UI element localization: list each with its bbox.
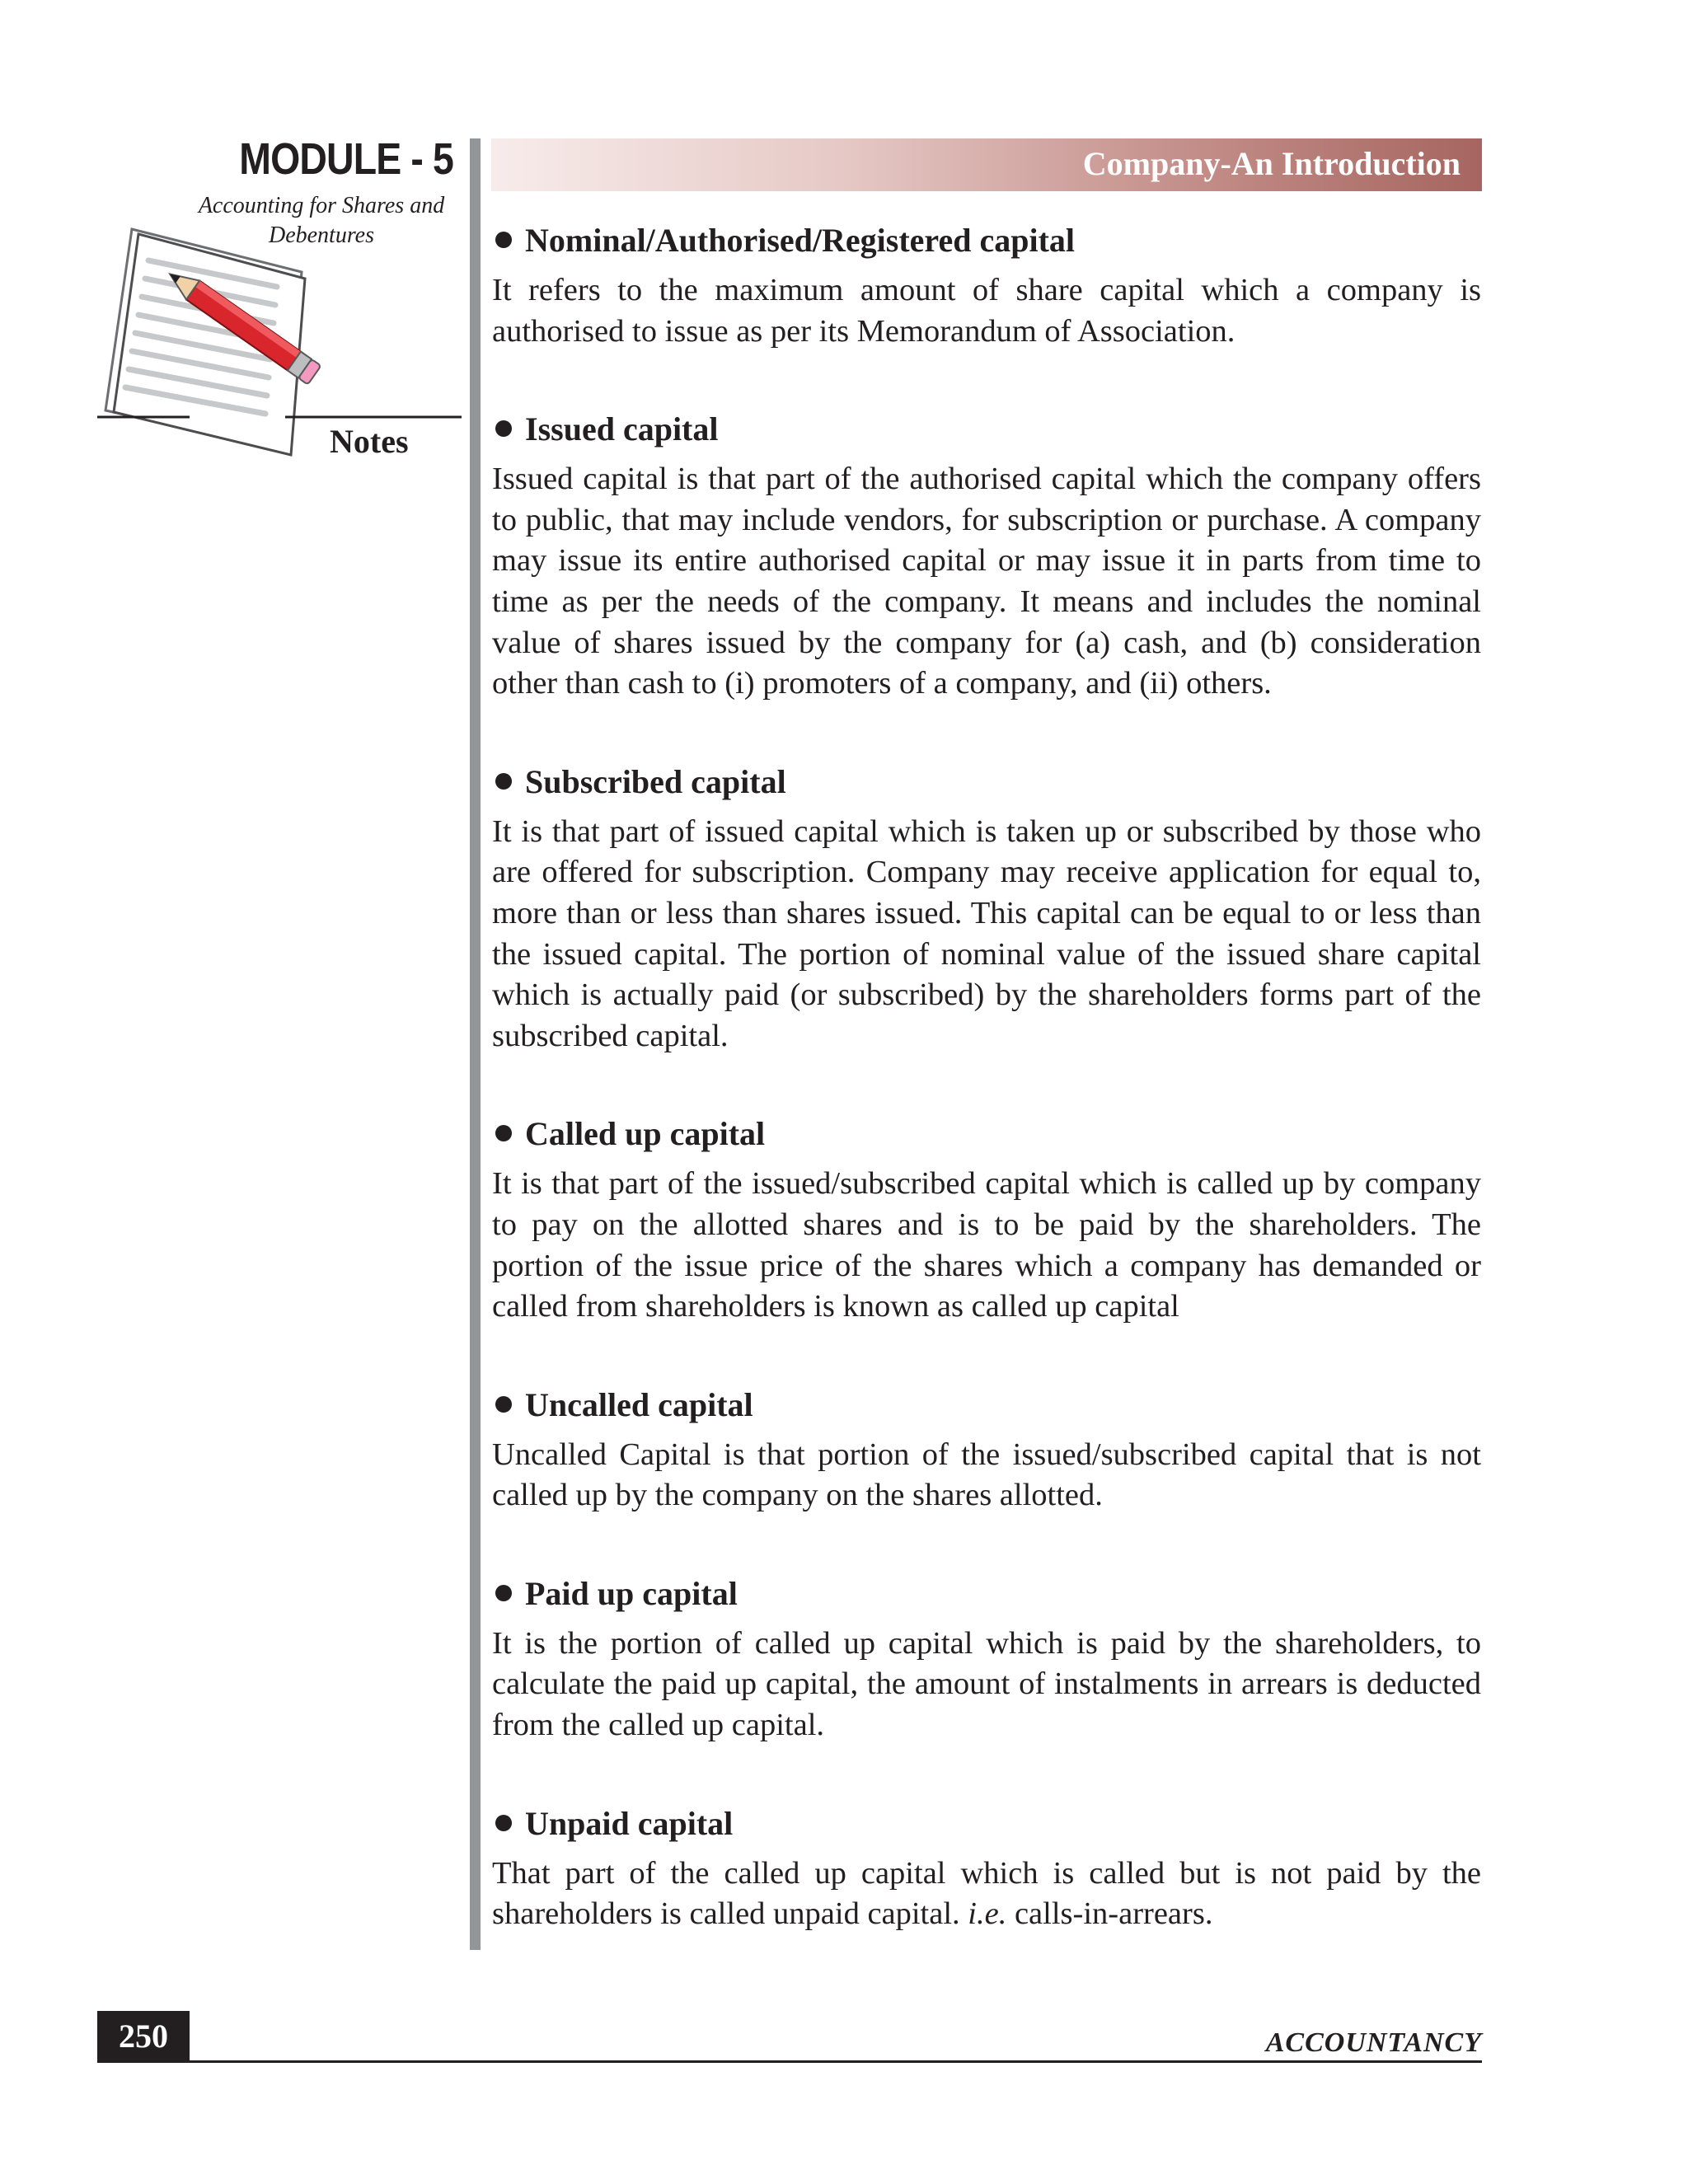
- section-heading: [492, 216, 1481, 265]
- section-heading: [492, 405, 1481, 454]
- section-heading-text: Nominal/Authorised/Registered capital: [525, 222, 1076, 259]
- vertical-divider: [470, 138, 481, 1950]
- bullet-icon: [495, 1585, 512, 1601]
- section-body: It is the portion of called up capital which is paid by the shareholders, to calculate the paid up capital, the amount of instalments in arrears is deducted from the called up capital.: [492, 1625, 1481, 1743]
- section-body: It refers to the maximum amount of share capital which a company is authorised to issue as per its Memorandum of Association.: [492, 273, 1481, 349]
- module-subtitle-line-1: Accounting for Shares and: [198, 193, 445, 218]
- section-heading-text: Called up capital: [525, 1115, 766, 1153]
- section-heading-text: Subscribed capital: [525, 762, 786, 800]
- section-heading: [492, 757, 1481, 807]
- main-content: [492, 216, 1481, 1935]
- section-body-italic: i.e.: [968, 1896, 1007, 1932]
- section-body: Uncalled Capital is that portion of the issued/subscribed capital that is not called up by the company on the shares allotted.: [492, 1436, 1481, 1513]
- section-body-text-end: calls-in-arrears.: [1014, 1896, 1213, 1932]
- section-heading-text: Uncalled capital: [525, 1385, 753, 1423]
- section-body: [492, 1854, 1481, 1935]
- section-body: It is that part of the issued/subscribed capital which is called up by company to pay on the allotted shares and is to be paid by the shareholders. The portion of the issue price of the shares which a company has demanded or called from shareholders is known as called up capital: [492, 1166, 1481, 1324]
- section-heading-text: Issued capital: [525, 410, 719, 448]
- section-heading-text: Unpaid capital: [525, 1804, 734, 1842]
- module-title: MODULE - 5: [239, 134, 453, 184]
- section-called-up-capital: [492, 1109, 1481, 1327]
- chapter-title: Company-An Introduction: [1082, 145, 1461, 182]
- section-unpaid-capital: [492, 1799, 1481, 1935]
- section-heading: [492, 1380, 1481, 1430]
- bullet-icon: [495, 1125, 512, 1141]
- bullet-icon: [495, 1396, 512, 1413]
- footer-rule: [97, 2060, 1482, 2063]
- section-uncalled-capital: [492, 1380, 1481, 1516]
- section-heading: [492, 1109, 1481, 1159]
- page-number: 250: [119, 2018, 168, 2055]
- section-paid-up-capital: [492, 1569, 1481, 1746]
- section-heading-text: Paid up capital: [525, 1574, 738, 1612]
- section-nominal-capital: [492, 216, 1481, 352]
- section-subscribed-capital: [492, 757, 1481, 1057]
- section-body: Issued capital is that part of the authorised capital which the company offers to public, that may include vendors, for subscription or purchase. A company may issue its entire authorised capital or may issue it in parts from time to time as per the needs of the company. It means and includes the nominal value of shares issued by the company for (a) cash, and (b) consideration other than cash to (i) promoters of a company, and (ii) others.: [492, 462, 1481, 701]
- page-number-box: [97, 2011, 190, 2062]
- chapter-header-band: [491, 138, 1482, 191]
- section-issued-capital: [492, 405, 1481, 705]
- notes-label: Notes: [330, 423, 409, 460]
- section-body-text: That part of the called up capital which is called but is not paid by the shareholders is called unpaid capital.: [492, 1855, 1481, 1932]
- footer-subject-title: ACCOUNTANCY: [1265, 2027, 1482, 2058]
- section-heading: [492, 1799, 1481, 1849]
- section-body: It is that part of issued capital which is taken up or subscribed by those who are offered for subscription. Company may receive application for equal to, more than or less than shares issued. This capital can be equal to or less than the issued capital. The portion of nominal value of the issued share capital which is actually paid (or subscribed) by the shareholders forms part of the subscribed capital.: [492, 813, 1481, 1053]
- section-heading: [492, 1569, 1481, 1619]
- module-subtitle-line-2: Debentures: [268, 223, 375, 248]
- bullet-icon: [495, 420, 512, 437]
- bullet-icon: [495, 773, 512, 790]
- bullet-icon: [495, 232, 512, 248]
- bullet-icon: [495, 1815, 512, 1831]
